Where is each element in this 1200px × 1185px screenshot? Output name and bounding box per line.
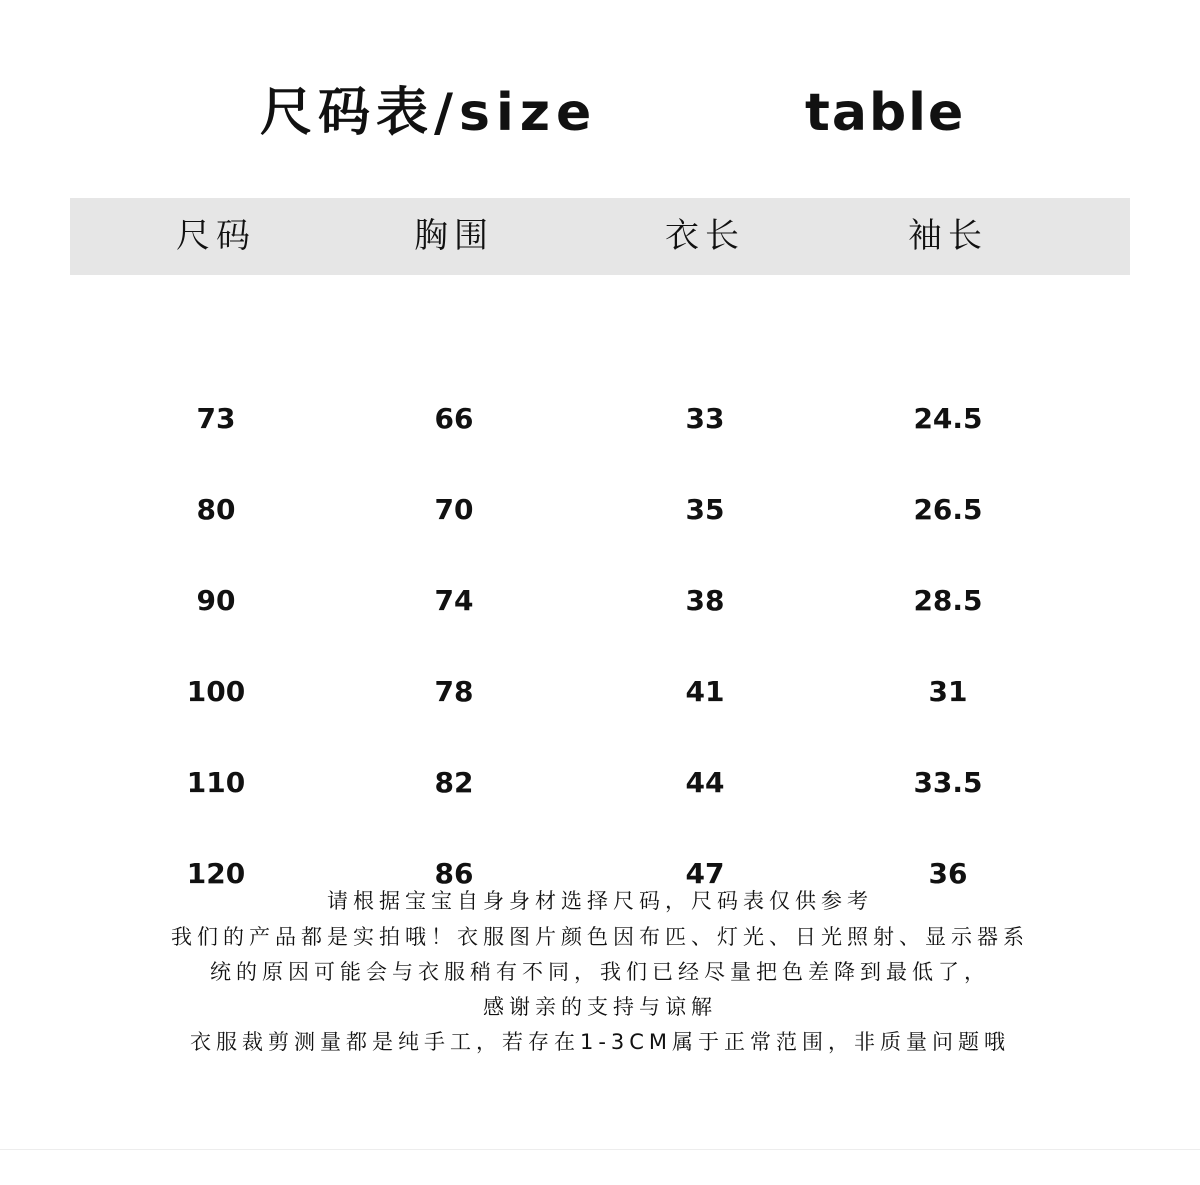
cell-sleeve: 31 [928,675,968,708]
size-table [70,198,1130,890]
cell-size: 100 [186,675,246,708]
note-line: 感谢亲的支持与谅解 [483,995,717,1019]
cell-length: 38 [685,584,725,617]
cell-length: 35 [685,493,725,526]
cell-sleeve: 28.5 [913,584,983,617]
cell-length: 47 [685,857,725,890]
note-line: 我们的产品都是实拍哦！衣服图片颜色因布匹、灯光、日光照射、显示器系 [171,925,1029,949]
note-line: 请根据宝宝自身身材选择尺码，尺码表仅供参考 [327,889,873,913]
cell-chest: 66 [434,402,474,435]
bottom-divider [0,1149,1200,1150]
cell-length: 44 [685,766,725,799]
cell-chest: 78 [434,675,474,708]
table-row [70,571,1130,631]
cell-length: 33 [685,402,725,435]
cell-sleeve: 26.5 [913,493,983,526]
cell-sleeve: 36 [928,857,968,890]
table-row [70,480,1130,540]
cell-size: 90 [196,584,236,617]
header-sleeve: 袖长 [908,216,988,256]
table-row [70,662,1130,722]
cell-size: 110 [186,766,246,799]
table-row [70,389,1130,449]
cell-length: 41 [685,675,725,708]
cell-size: 80 [196,493,236,526]
note-line: 统的原因可能会与衣服稍有不同，我们已经尽量把色差降到最低了， [210,960,990,984]
size-table-title [0,78,1200,148]
header-chest: 胸围 [414,216,494,256]
cell-sleeve: 33.5 [913,766,983,799]
cell-size: 73 [196,402,236,435]
cell-size: 120 [186,857,246,890]
table-row [70,753,1130,813]
cell-chest: 86 [434,857,474,890]
header-length: 衣长 [665,216,745,256]
cell-chest: 70 [434,493,474,526]
title-chinese: 尺码表/size [260,83,598,143]
cell-chest: 82 [434,766,474,799]
title-english: table [805,83,966,143]
note-line: 衣服裁剪测量都是纯手工，若存在1-3CM属于正常范围，非质量问题哦 [189,1030,1011,1054]
table-header-row [70,198,1130,275]
table-body [70,275,1130,890]
cell-chest: 74 [434,584,474,617]
cell-sleeve: 24.5 [913,402,983,435]
header-size: 尺码 [176,216,256,256]
